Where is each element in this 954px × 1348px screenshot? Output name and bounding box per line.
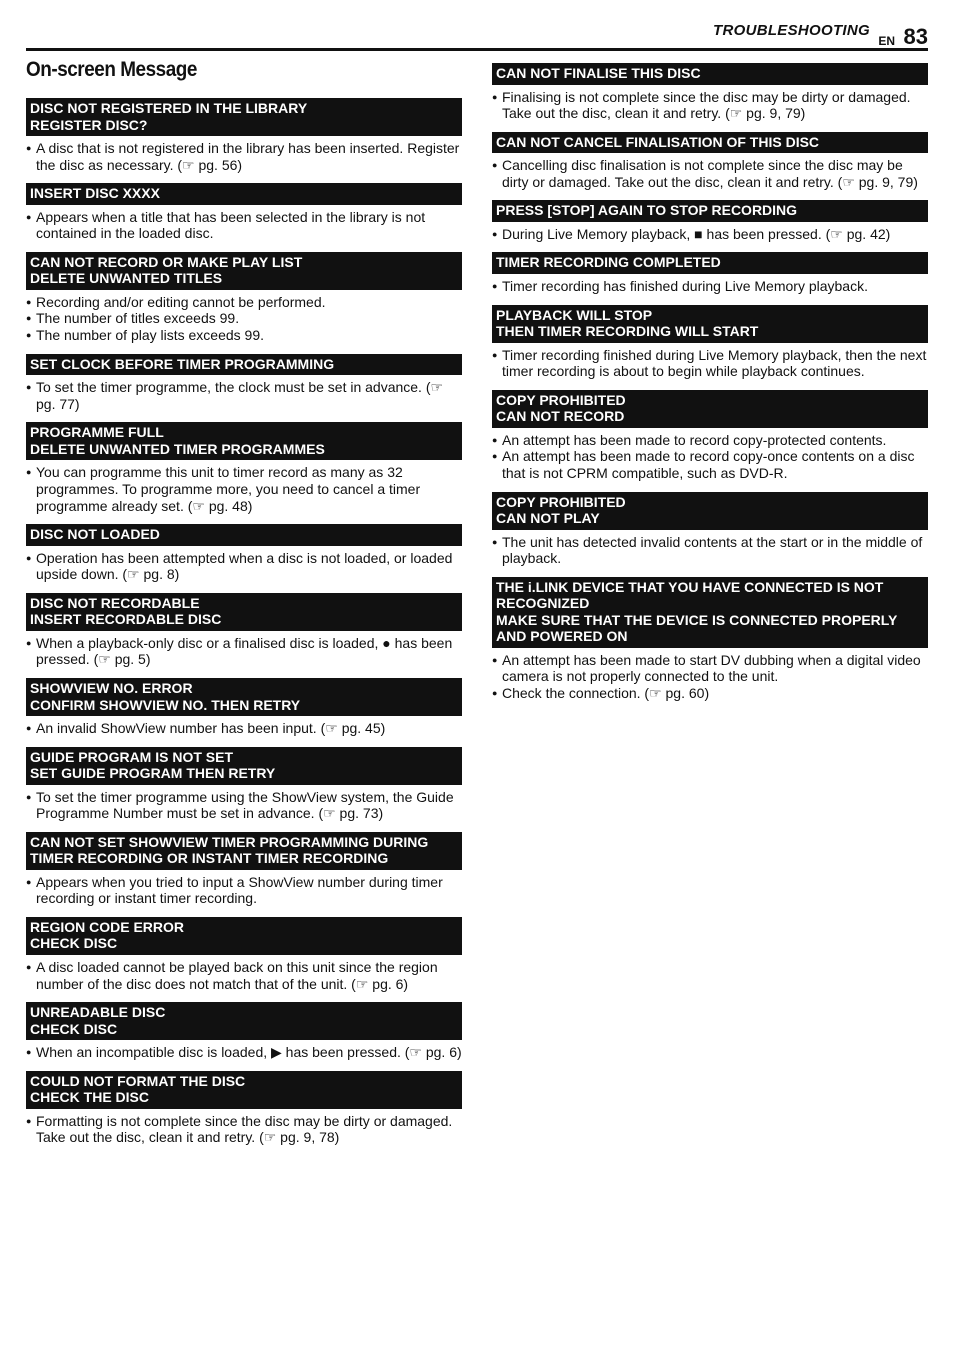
message-block <box>26 98 462 173</box>
message-description: ● An attempt has been made to record copy-protected contents. <box>492 432 928 449</box>
message-block <box>492 305 928 380</box>
message-heading-line: INSERT DISC XXXX <box>30 185 160 202</box>
message-description: ● The unit has detected invalid contents at the start or in the middle of playback. <box>492 534 928 567</box>
message-heading <box>492 390 928 428</box>
message-description: ● Formatting is not complete since the disc may be dirty or damaged. Take out the disc, clean it and retry. (☞ pg. 9, 78) <box>26 1113 462 1146</box>
message-description-list <box>492 153 928 190</box>
message-heading-line: CONFIRM SHOWVIEW NO. THEN RETRY <box>30 696 301 713</box>
message-heading-line: DELETE UNWANTED TIMER PROGRAMMES <box>30 440 325 457</box>
message-block <box>26 1071 462 1146</box>
message-heading-line: SET CLOCK BEFORE TIMER PROGRAMMING <box>30 355 335 372</box>
message-description-list <box>26 136 462 173</box>
message-heading <box>492 492 928 530</box>
right-column <box>492 63 928 712</box>
message-description-list <box>26 205 462 242</box>
message-description: ● When a playback-only disc or a finalised disc is loaded, ● has been pressed. (☞ pg. 5) <box>26 635 462 668</box>
message-heading-line: MAKE SURE THAT THE DEVICE IS CONNECTED PROPERLY AND POWERED ON <box>496 611 898 645</box>
message-block <box>26 183 462 242</box>
message-description: ● An attempt has been made to start DV dubbing when a digital video camera is not properly connected to the unit. <box>492 652 928 685</box>
message-description: ● When an incompatible disc is loaded, ▶ has been pressed. (☞ pg. 6) <box>26 1044 462 1061</box>
message-description-list <box>26 716 462 737</box>
message-heading-line: CAN NOT PLAY <box>496 510 600 527</box>
message-description: ● Timer recording has finished during Live Memory playback. <box>492 278 928 295</box>
message-description: ● Check the connection. (☞ pg. 60) <box>492 685 928 702</box>
message-heading-line: UNREADABLE DISC <box>30 1004 166 1021</box>
message-heading-line: COPY PROHIBITED <box>496 391 626 408</box>
message-description-list <box>26 955 462 992</box>
message-block <box>492 63 928 122</box>
message-heading <box>492 252 928 274</box>
message-heading-line: CAN NOT SET SHOWVIEW TIMER PROGRAMMING DURING <box>30 833 429 850</box>
message-description: ● You can programme this unit to timer record as many as 32 programmes. To programme more, you need to cancel a timer programme already set. (☞ pg. 48) <box>26 464 462 514</box>
message-heading <box>26 747 462 785</box>
message-description: ● To set the timer programme using the ShowView system, the Guide Programme Number must be set in advance. (☞ pg. 73) <box>26 789 462 822</box>
message-block <box>26 678 462 737</box>
message-heading-line: REGION CODE ERROR <box>30 918 185 935</box>
message-description: ● Finalising is not complete since the disc may be dirty or damaged. Take out the disc, clean it and retry. (☞ pg. 9, 79) <box>492 89 928 122</box>
message-heading-line: COULD NOT FORMAT THE DISC <box>30 1072 246 1089</box>
message-description: ● Recording and/or editing cannot be performed. <box>26 294 462 311</box>
message-description: ● An attempt has been made to record copy-once contents on a disc that is not CPRM compatible, such as DVD-R. <box>492 448 928 481</box>
left-column <box>26 98 462 1156</box>
message-heading-line: PROGRAMME FULL <box>30 424 164 441</box>
message-block <box>492 252 928 294</box>
message-description-list <box>26 546 462 583</box>
message-heading <box>26 524 462 546</box>
message-heading-line: CAN NOT RECORD <box>496 408 625 425</box>
message-heading <box>26 422 462 460</box>
message-description-list <box>26 785 462 822</box>
message-heading-line: THE i.LINK DEVICE THAT YOU HAVE CONNECTED IS NOT RECOGNIZED <box>496 578 884 612</box>
message-heading-line: TIMER RECORDING COMPLETED <box>496 254 721 271</box>
message-description: ● The number of titles exceeds 99. <box>26 310 462 327</box>
message-heading-line: CAN NOT CANCEL FINALISATION OF THIS DISC <box>496 133 820 150</box>
message-heading-line: THEN TIMER RECORDING WILL START <box>496 323 759 340</box>
message-description-list <box>492 343 928 380</box>
message-heading-line: CHECK DISC <box>30 935 118 952</box>
message-description-list <box>492 428 928 482</box>
section-title: TROUBLESHOOTING <box>713 22 870 39</box>
message-description: ● A disc loaded cannot be played back on this unit since the region number of the disc does not match that of the unit. (☞ pg. 6) <box>26 959 462 992</box>
message-heading <box>492 577 928 648</box>
message-description-list <box>492 274 928 295</box>
message-heading-line: PRESS [STOP] AGAIN TO STOP RECORDING <box>496 202 798 219</box>
message-description: ● An invalid ShowView number has been input. (☞ pg. 45) <box>26 720 462 737</box>
message-description-list <box>26 1040 462 1061</box>
message-heading-line: COPY PROHIBITED <box>496 493 626 510</box>
message-heading <box>26 183 462 205</box>
message-heading-line: DISC NOT REGISTERED IN THE LIBRARY <box>30 100 308 116</box>
message-heading-line: CHECK DISC <box>30 1020 118 1037</box>
message-heading <box>26 1071 462 1109</box>
message-heading-line: SET GUIDE PROGRAM THEN RETRY <box>30 765 276 782</box>
message-heading-line: PLAYBACK WILL STOP <box>496 306 653 323</box>
page-header <box>26 18 928 51</box>
message-description-list <box>26 460 462 514</box>
message-block <box>492 492 928 567</box>
message-heading <box>26 1002 462 1040</box>
message-block <box>26 354 462 413</box>
message-description-list <box>492 85 928 122</box>
message-description: ● Cancelling disc finalisation is not complete since the disc may be dirty or damaged. Take out the disc, clean it and retry. (☞ pg. 9, 79) <box>492 157 928 190</box>
message-block <box>492 200 928 242</box>
message-description-list <box>26 1109 462 1146</box>
message-description: ● Operation has been attempted when a disc is not loaded, or loaded upside down. (☞ pg. 8) <box>26 550 462 583</box>
message-heading <box>26 678 462 716</box>
message-heading <box>26 593 462 631</box>
message-heading <box>26 98 462 136</box>
message-block <box>26 747 462 822</box>
message-heading <box>492 63 928 85</box>
message-heading <box>26 917 462 955</box>
message-block <box>492 577 928 702</box>
message-heading-line: TIMER RECORDING OR INSTANT TIMER RECORDING <box>30 850 389 867</box>
message-block <box>26 524 462 583</box>
message-heading <box>492 132 928 154</box>
message-block <box>492 390 928 482</box>
message-heading <box>26 354 462 376</box>
message-block <box>492 132 928 191</box>
message-description: ● The number of play lists exceeds 99. <box>26 327 462 344</box>
message-description-list <box>492 530 928 567</box>
message-heading-line: SHOWVIEW NO. ERROR <box>30 680 193 696</box>
message-heading-line: DISC NOT RECORDABLE <box>30 594 200 611</box>
message-description: ● To set the timer programme, the clock must be set in advance. (☞ pg. 77) <box>26 379 462 412</box>
message-heading <box>26 252 462 290</box>
message-block <box>26 593 462 668</box>
message-heading <box>26 832 462 870</box>
message-heading-line: CAN NOT RECORD OR MAKE PLAY LIST <box>30 253 303 270</box>
message-description-list <box>492 648 928 702</box>
language-code: EN <box>878 34 895 48</box>
message-heading <box>492 305 928 343</box>
message-description-list <box>26 290 462 344</box>
message-heading-line: CHECK THE DISC <box>30 1089 150 1106</box>
page-number: 83 <box>903 24 928 49</box>
message-heading-line: GUIDE PROGRAM IS NOT SET <box>30 748 234 765</box>
message-heading-line: CAN NOT FINALISE THIS DISC <box>496 65 701 81</box>
message-description-list <box>26 375 462 412</box>
page-title: On-screen Message <box>26 58 197 81</box>
message-description: ● Timer recording finished during Live Memory playback, then the next timer recording is about to begin while playback continues. <box>492 347 928 380</box>
message-heading-line: DISC NOT LOADED <box>30 526 160 543</box>
message-block <box>26 422 462 514</box>
message-heading <box>492 200 928 222</box>
message-heading-line: DELETE UNWANTED TITLES <box>30 270 223 287</box>
message-description-list <box>492 222 928 243</box>
message-description: ● A disc that is not registered in the library has been inserted. Register the disc as necessary. (☞ pg. 56) <box>26 140 462 173</box>
message-block <box>26 917 462 992</box>
message-block <box>26 832 462 907</box>
message-description: ● Appears when you tried to input a ShowView number during timer recording or instant timer recording. <box>26 874 462 907</box>
message-heading-line: REGISTER DISC? <box>30 116 148 133</box>
message-description: ● During Live Memory playback, ■ has been pressed. (☞ pg. 42) <box>492 226 928 243</box>
message-description: ● Appears when a title that has been selected in the library is not contained in the loaded disc. <box>26 209 462 242</box>
message-block <box>26 1002 462 1061</box>
message-block <box>26 252 462 344</box>
message-description-list <box>26 631 462 668</box>
message-description-list <box>26 870 462 907</box>
message-heading-line: INSERT RECORDABLE DISC <box>30 611 222 628</box>
